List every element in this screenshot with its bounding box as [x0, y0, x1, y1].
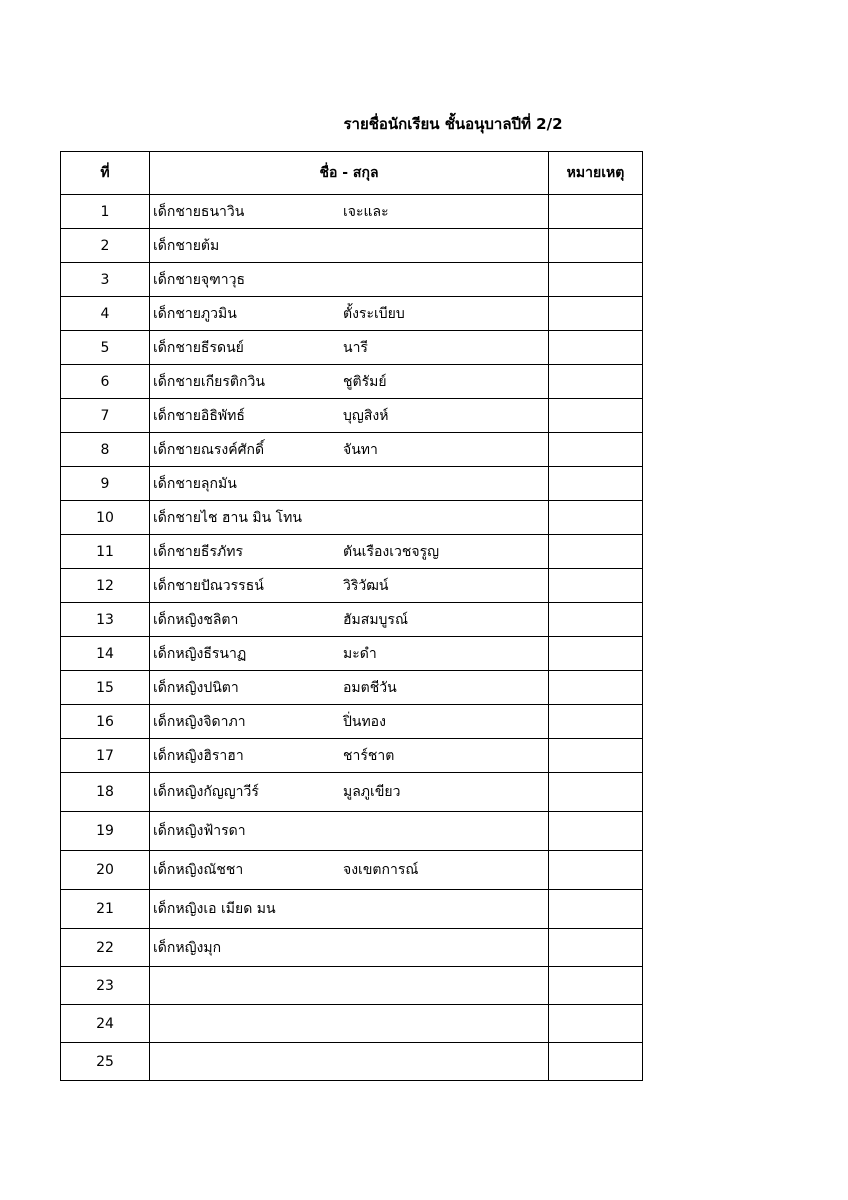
table-row — [61, 331, 643, 365]
student-first-name: เด็กชายต้ม — [153, 237, 220, 254]
table-row — [61, 812, 643, 851]
table-row — [61, 1043, 643, 1081]
table-row — [61, 851, 643, 890]
student-first-name: เด็กชายณรงค์ศักดิ์ — [153, 441, 265, 458]
row-number: 19 — [61, 812, 150, 851]
table-row — [61, 501, 643, 535]
row-number: 11 — [61, 535, 150, 569]
table-row — [61, 263, 643, 297]
student-first-name: เด็กหญิงปนิตา — [153, 679, 239, 696]
note-cell — [549, 929, 643, 967]
student-first-name: เด็กชายธีรภัทร — [153, 543, 243, 560]
student-last-name: ฮัมสมบูรณ์ — [343, 611, 408, 628]
row-number: 1 — [61, 195, 150, 229]
table-row — [61, 399, 643, 433]
student-name-cell — [150, 851, 549, 890]
student-first-name: เด็กชายปัณวรรธน์ — [153, 577, 264, 594]
student-last-name: บุญสิงห์ — [343, 407, 389, 424]
student-name-cell — [150, 365, 549, 399]
student-name-cell — [150, 467, 549, 501]
table-row — [61, 890, 643, 929]
row-number: 5 — [61, 331, 150, 365]
student-roster-table — [60, 151, 643, 1081]
note-cell — [549, 569, 643, 603]
table-row — [61, 603, 643, 637]
note-cell — [549, 229, 643, 263]
row-number: 18 — [61, 773, 150, 812]
note-cell — [549, 501, 643, 535]
student-name-cell — [150, 603, 549, 637]
student-name-cell — [150, 773, 549, 812]
student-last-name: จันทา — [343, 441, 378, 458]
note-cell — [549, 535, 643, 569]
student-last-name: ตั้งระเบียบ — [343, 305, 405, 322]
student-first-name: เด็กหญิงฟ้ารดา — [153, 823, 246, 839]
row-number: 2 — [61, 229, 150, 263]
roster-body — [61, 195, 643, 1081]
table-row — [61, 365, 643, 399]
student-name-cell — [150, 890, 549, 929]
student-first-name: เด็กหญิงชลิตา — [153, 611, 239, 628]
column-header-no: ที่ — [61, 152, 150, 195]
student-last-name: อมตชีวัน — [343, 679, 397, 696]
table-row — [61, 739, 643, 773]
note-cell — [549, 967, 643, 1005]
student-first-name: เด็กชายลุกมัน — [153, 475, 237, 492]
student-last-name: นารี — [343, 339, 368, 356]
student-last-name: จงเขตการณ์ — [343, 862, 419, 878]
row-number: 15 — [61, 671, 150, 705]
table-row — [61, 967, 643, 1005]
student-first-name: เด็กชายอิธิพัทธ์ — [153, 407, 245, 424]
row-number: 16 — [61, 705, 150, 739]
note-cell — [549, 1005, 643, 1043]
student-name-cell — [150, 1043, 549, 1081]
note-cell — [549, 297, 643, 331]
note-cell — [549, 773, 643, 812]
note-cell — [549, 331, 643, 365]
note-cell — [549, 671, 643, 705]
student-first-name: เด็กชายเกียรติกวิน — [153, 373, 265, 390]
student-first-name: เด็กชายไช ฮาน มิน โทน — [153, 509, 302, 526]
column-header-name: ชื่อ - สกุล — [150, 152, 549, 195]
student-first-name: เด็กหญิงฮิราฮา — [153, 747, 244, 764]
table-row — [61, 297, 643, 331]
row-number: 4 — [61, 297, 150, 331]
table-header-row — [61, 152, 643, 195]
table-row — [61, 569, 643, 603]
student-name-cell — [150, 331, 549, 365]
student-name-cell — [150, 929, 549, 967]
student-last-name: เจะและ — [343, 203, 389, 220]
student-last-name: ชูติรัมย์ — [343, 373, 387, 390]
student-name-cell — [150, 229, 549, 263]
note-cell — [549, 399, 643, 433]
note-cell — [549, 890, 643, 929]
table-row — [61, 467, 643, 501]
student-name-cell — [150, 569, 549, 603]
table-row — [61, 705, 643, 739]
student-name-cell — [150, 297, 549, 331]
table-row — [61, 637, 643, 671]
row-number: 23 — [61, 967, 150, 1005]
note-cell — [549, 637, 643, 671]
note-cell — [549, 812, 643, 851]
student-first-name: เด็กชายจุฑาวุธ — [153, 271, 246, 288]
note-cell — [549, 263, 643, 297]
student-name-cell — [150, 671, 549, 705]
student-name-cell — [150, 967, 549, 1005]
note-cell — [549, 1043, 643, 1081]
student-first-name: เด็กหญิงกัญญาวีร์ — [153, 784, 259, 800]
note-cell — [549, 365, 643, 399]
row-number: 12 — [61, 569, 150, 603]
row-number: 3 — [61, 263, 150, 297]
student-name-cell — [150, 812, 549, 851]
student-first-name: เด็กหญิงเอ เมียด มน — [153, 901, 276, 917]
student-first-name: เด็กหญิงมุก — [153, 939, 222, 956]
note-cell — [549, 195, 643, 229]
row-number: 21 — [61, 890, 150, 929]
note-cell — [549, 851, 643, 890]
table-row — [61, 195, 643, 229]
student-name-cell — [150, 637, 549, 671]
row-number: 10 — [61, 501, 150, 535]
student-name-cell — [150, 501, 549, 535]
note-cell — [549, 739, 643, 773]
student-last-name: มะดำ — [343, 645, 377, 662]
table-row — [61, 229, 643, 263]
note-cell — [549, 467, 643, 501]
student-first-name: เด็กชายภูวมิน — [153, 305, 237, 322]
table-row — [61, 773, 643, 812]
row-number: 22 — [61, 929, 150, 967]
row-number: 14 — [61, 637, 150, 671]
row-number: 6 — [61, 365, 150, 399]
table-row — [61, 433, 643, 467]
student-last-name: ปิ่นทอง — [343, 713, 386, 730]
student-name-cell — [150, 535, 549, 569]
note-cell — [549, 603, 643, 637]
table-row — [61, 1005, 643, 1043]
student-name-cell — [150, 433, 549, 467]
row-number: 25 — [61, 1043, 150, 1081]
row-number: 20 — [61, 851, 150, 890]
student-last-name: วิริวัฒน์ — [343, 577, 389, 594]
table-row — [61, 671, 643, 705]
student-first-name: เด็กชายธนาวิน — [153, 203, 245, 220]
table-row — [61, 929, 643, 967]
student-name-cell — [150, 739, 549, 773]
student-first-name: เด็กชายธีรดนย์ — [153, 339, 244, 356]
student-last-name: มูลภูเขียว — [343, 784, 401, 800]
table-row — [61, 535, 643, 569]
student-first-name: เด็กหญิงธีรนาฏ — [153, 645, 247, 662]
student-first-name: เด็กหญิงณัชชา — [153, 862, 244, 878]
note-cell — [549, 433, 643, 467]
student-name-cell — [150, 705, 549, 739]
column-header-note: หมายเหตุ — [549, 152, 643, 195]
row-number: 17 — [61, 739, 150, 773]
row-number: 9 — [61, 467, 150, 501]
row-number: 7 — [61, 399, 150, 433]
row-number: 8 — [61, 433, 150, 467]
page-title: รายชื่อนักเรียน ชั้นอนุบาลปีที่ 2/2 — [343, 115, 563, 133]
student-name-cell — [150, 263, 549, 297]
row-number: 24 — [61, 1005, 150, 1043]
student-name-cell — [150, 1005, 549, 1043]
student-last-name: ชาร์ชาต — [343, 747, 395, 764]
row-number: 13 — [61, 603, 150, 637]
student-name-cell — [150, 195, 549, 229]
student-first-name: เด็กหญิงจิดาภา — [153, 713, 246, 730]
student-last-name: ตันเรืองเวชจรูญ — [343, 543, 440, 560]
note-cell — [549, 705, 643, 739]
student-name-cell — [150, 399, 549, 433]
